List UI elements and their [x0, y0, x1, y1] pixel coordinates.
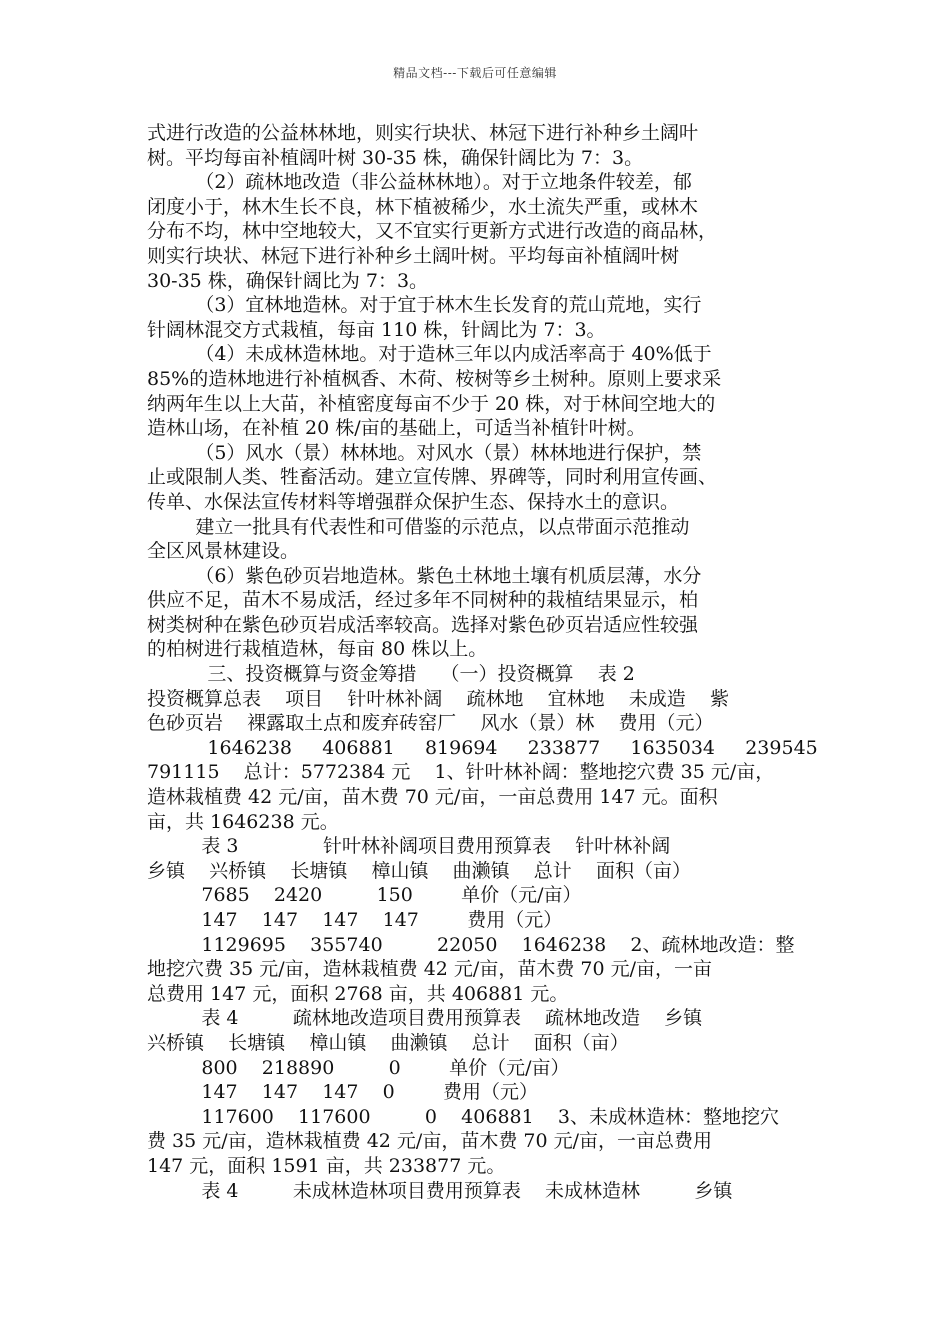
text-line: （2）疏林地改造（非公益林林地）。对于立地条件较差，郁	[147, 171, 692, 194]
text-line: 亩，共 1646238 元。	[147, 810, 339, 833]
header-watermark: 精品文档---下载后可任意编辑	[393, 66, 557, 80]
text-line: 造林栽植费 42 元/亩，苗木费 70 元/亩，一亩总费用 147 元。面积	[147, 786, 718, 809]
text-line: 传单、水保法宣传材料等增强群众保护生态、保持水土的意识。	[147, 490, 680, 513]
text-line: 147 元，面积 1591 亩，共 233877 元。	[147, 1154, 506, 1177]
text-line: 791115 总计：5772384 元 1、针叶林补阔：整地挖穴费 35 元/亩，	[147, 761, 775, 784]
text-line: 止或限制人类、牲畜活动。建立宣传牌、界碑等，同时利用宣传画、	[147, 466, 718, 489]
text-line: 表 4 疏林地改造项目费用预算表 疏林地改造 乡镇	[147, 1007, 703, 1030]
text-line: 树。平均每亩补植阔叶树 30-35 株，确保针阔比为 7：3。	[147, 146, 644, 169]
text-line: 117600 117600 0 406881 3、未成林造林：整地挖穴	[147, 1105, 779, 1128]
text-line: 色砂页岩 裸露取土点和废弃砖窑厂 风水（景）林 费用（元）	[147, 712, 714, 735]
text-line: 85%的造林地进行补植枫香、木荷、桉树等乡土树种。原则上要求采	[147, 367, 722, 390]
text-line: 的柏树进行栽植造林，每亩 80 株以上。	[147, 638, 488, 661]
text-line: 1129695 355740 22050 1646238 2、疏林地改造：整	[147, 933, 795, 956]
text-line: 建立一批具有代表性和可借鉴的示范点，以点带面示范推动	[147, 515, 690, 538]
text-line: 147 147 147 0 费用（元）	[147, 1081, 539, 1104]
text-line: 7685 2420 150 单价（元/亩）	[147, 884, 582, 907]
text-line: 表 4 未成林造林项目费用预算表 未成林造林 乡镇	[147, 1179, 733, 1202]
text-line: 造林山场，在补植 20 株/亩的基础上，可适当补植针叶树。	[147, 417, 646, 440]
text-line: 147 147 147 147 费用（元）	[147, 909, 563, 931]
text-line: 地挖穴费 35 元/亩，造林栽植费 42 元/亩，苗木费 70 元/亩，一亩	[147, 958, 712, 981]
text-line: 30-35 株，确保针阔比为 7：3。	[147, 269, 429, 292]
text-line: 树类树种在紫色砂页岩成活率较高。选择对紫色砂页岩适应性较强	[147, 613, 699, 636]
text-line: 全区风景林建设。	[147, 540, 300, 563]
text-line: 闭度小于，林木生长不良，林下植被稀少，水土流失严重，或林木	[147, 195, 699, 218]
text-line: 1646238 406881 819694 233877 1635034 239545	[147, 736, 818, 759]
text-line: （5）风水（景）林林地。对风水（景）林林地进行保护，禁	[147, 441, 702, 464]
text-line: 总费用 147 元，面积 2768 亩，共 406881 元。	[147, 982, 569, 1005]
text-line: 投资概算总表 项目 针叶林补阔 疏林地 宜林地 未成造 紫	[147, 687, 729, 710]
text-line: 针阔林混交方式栽植，每亩 110 株，针阔比为 7：3。	[147, 318, 606, 341]
text-line: 兴桥镇 长塘镇 樟山镇 曲濑镇 总计 面积（亩）	[147, 1031, 629, 1054]
text-line: 纳两年生以上大苗，补植密度每亩不少于 20 株，对于林间空地大的	[147, 392, 716, 415]
text-line: 表 3 针叶林补阔项目费用预算表 针叶林补阔	[147, 835, 671, 858]
text-line: 800 218890 0 单价（元/亩）	[147, 1056, 570, 1079]
text-line: 乡镇 兴桥镇 长塘镇 樟山镇 曲濑镇 总计 面积（亩）	[147, 859, 691, 882]
text-line: （6）紫色砂页岩地造林。紫色土林地土壤有机质层薄，水分	[147, 564, 702, 587]
text-line: 则实行块状、林冠下进行补种乡土阔叶树。平均每亩补植阔叶树	[147, 244, 680, 267]
text-line: 供应不足，苗木不易成活，经过多年不同树种的栽植结果显示，柏	[147, 589, 699, 612]
text-line: 分布不均，林中空地较大，又不宜实行更新方式进行改造的商品林，	[147, 220, 718, 243]
text-line: （4）未成林造林地。对于造林三年以内成活率高于 40%低于	[147, 343, 712, 366]
text-line: 三、投资概算与资金筹措 （一）投资概算 表 2	[147, 663, 635, 686]
text-line: 式进行改造的公益林林地，则实行块状、林冠下进行补种乡土阔叶	[147, 122, 699, 144]
text-line: （3）宜林地造林。对于宜于林木生长发育的荒山荒地，实行	[147, 294, 702, 317]
text-line: 费 35 元/亩，造林栽植费 42 元/亩，苗木费 70 元/亩，一亩总费用	[147, 1130, 712, 1153]
document-body	[147, 121, 818, 1203]
